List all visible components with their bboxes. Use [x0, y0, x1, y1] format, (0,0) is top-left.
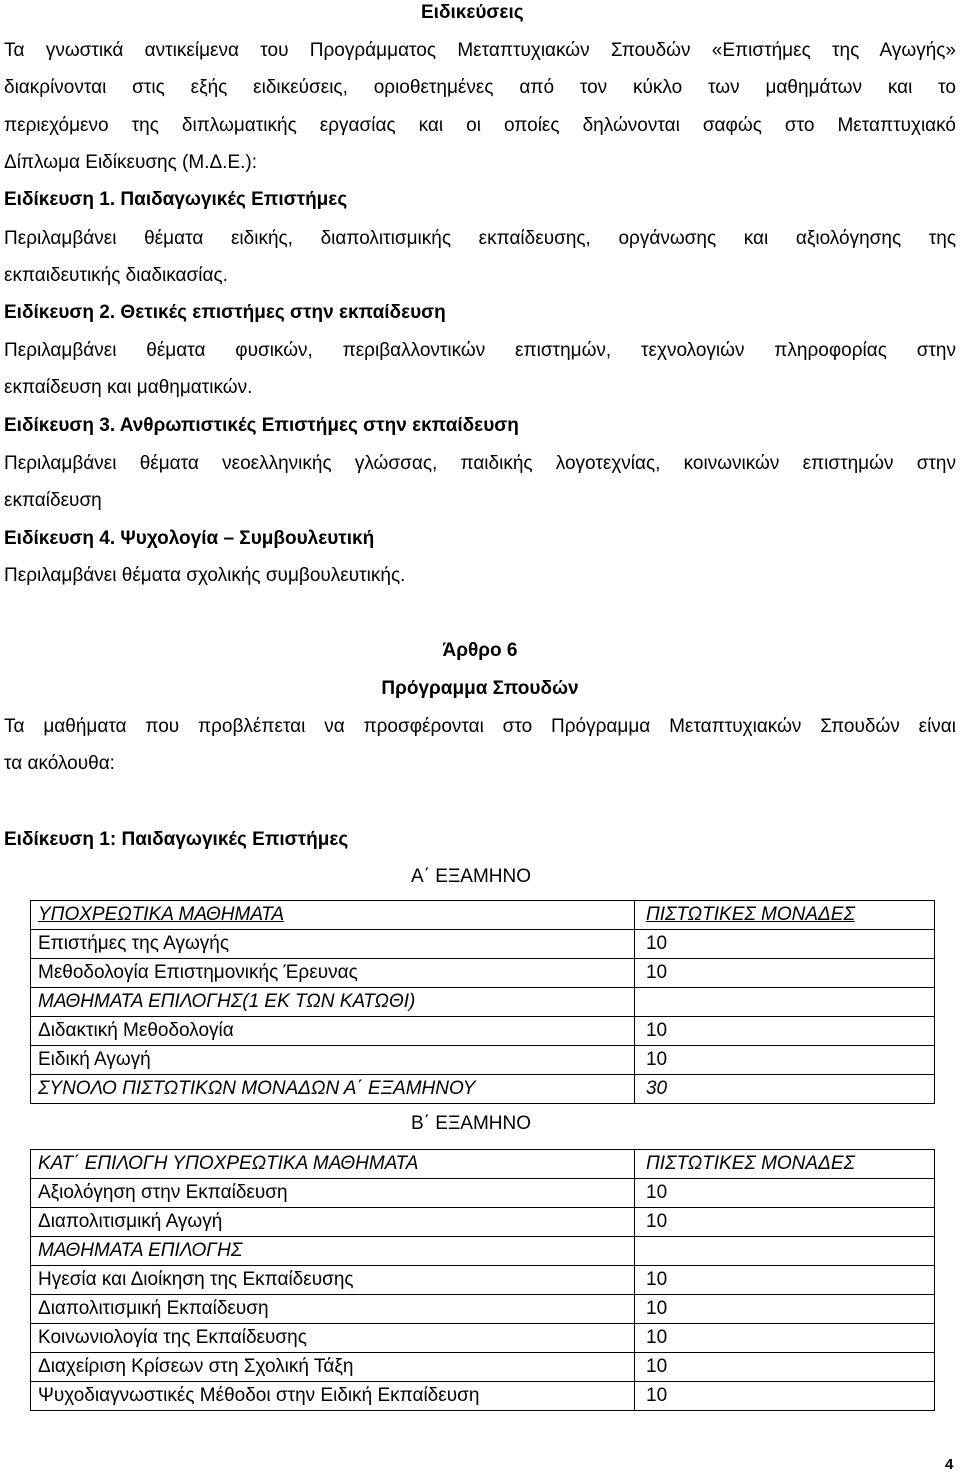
table-row	[31, 1208, 935, 1237]
intro-line-3: περιεχόμενο της διπλωματικής εργασίας και οι οποίες δηλώνονται σαφώς στο Μεταπτυχιακό	[4, 115, 956, 136]
table-cell-credits: 10	[635, 1208, 935, 1237]
table-cell-course: Μεθοδολογία Επιστημονικής Έρευνας	[31, 959, 635, 988]
table-cell-course: Ηγεσία και Διοίκηση της Εκπαίδευσης	[31, 1266, 635, 1295]
table-cell-course: Ψυχοδιαγνωστικές Μέθοδοι στην Ειδική Εκπαίδευση	[31, 1382, 635, 1411]
semester-b-table	[30, 1149, 935, 1411]
article-title: Πρόγραμμα Σπουδών	[381, 678, 579, 699]
table-cell-credits: 10	[635, 1353, 935, 1382]
table-row	[31, 901, 935, 930]
table-cell-credits: ΠΙΣΤΩΤΙΚΕΣ ΜΟΝΑΔΕΣ	[634, 901, 934, 930]
intro-line-1: Τα γνωστικά αντικείμενα του Προγράμματος Μεταπτυχιακών Σπουδών «Επιστήμες της Αγωγής»	[4, 40, 956, 61]
specialization-2-desc-line-2: εκπαίδευση και μαθηματικών.	[4, 377, 253, 398]
program-heading: Ειδίκευση 1: Παιδαγωγικές Επιστήμες	[4, 829, 349, 850]
table-cell-credits: 10	[635, 1324, 935, 1353]
article-number: Άρθρο 6	[442, 640, 518, 661]
specialization-4-desc-line-1: Περιλαμβάνει θέματα σχολικής συμβουλευτικής.	[4, 565, 406, 586]
table-cell-course: Επιστήμες της Αγωγής	[31, 930, 635, 959]
table-row	[31, 959, 935, 988]
specialization-1-heading: Ειδίκευση 1. Παιδαγωγικές Επιστήμες	[4, 189, 348, 210]
table-cell-credits: 30	[634, 1075, 934, 1104]
specialization-2-heading: Ειδίκευση 2. Θετικές επιστήμες στην εκπαίδευση	[4, 302, 446, 323]
table-cell-credits: 10	[634, 930, 934, 959]
article-intro-line-1: Τα μαθήματα που προβλέπεται να προσφέρονται στο Πρόγραμμα Μεταπτυχιακών Σπουδών είναι	[4, 716, 956, 737]
table-cell-credits: 10	[635, 1382, 935, 1411]
table-cell-course: ΣΥΝΟΛΟ ΠΙΣΤΩΤΙΚΩΝ ΜΟΝΑΔΩΝ Α΄ ΕΞΑΜΗΝΟΥ	[31, 1075, 635, 1104]
specialization-3-desc-line-1: Περιλαμβάνει θέματα νεοελληνικής γλώσσας, παιδικής λογοτεχνίας, κοινωνικών επιστημών στην	[4, 453, 956, 474]
table-cell-credits	[635, 1237, 935, 1266]
specialization-3-desc-line-2: εκπαίδευση	[4, 490, 102, 511]
intro-line-4: Δίπλωμα Ειδίκευσης (Μ.Δ.Ε.):	[4, 152, 258, 173]
semester-b-label: Β΄ ΕΞΑΜΗΝΟ	[411, 1113, 532, 1134]
table-cell-credits: 10	[634, 959, 934, 988]
specialization-3-heading: Ειδίκευση 3. Ανθρωπιστικές Επιστήμες στην εκπαίδευση	[4, 415, 519, 436]
table-cell-credits: ΠΙΣΤΩΤΙΚΕΣ ΜΟΝΑΔΕΣ	[635, 1150, 935, 1179]
table-cell-course: ΥΠΟΧΡΕΩΤΙΚΑ ΜΑΘΗΜΑΤΑ	[31, 901, 635, 930]
specialization-2-desc-line-1: Περιλαμβάνει θέματα φυσικών, περιβαλλοντικών επιστημών, τεχνολογιών πληροφορίας στην	[4, 340, 956, 361]
table-cell-course: Διαπολιτισμική Εκπαίδευση	[31, 1295, 635, 1324]
table-row	[31, 1382, 935, 1411]
table-cell-credits: 10	[635, 1266, 935, 1295]
table-cell-course: ΜΑΘΗΜΑΤΑ ΕΠΙΛΟΓΗΣ(1 ΕΚ ΤΩΝ ΚΑΤΩΘΙ)	[31, 988, 635, 1017]
table-row	[31, 1150, 935, 1179]
article-intro-line-2: τα ακόλουθα:	[4, 753, 115, 774]
page-number: 4	[945, 1456, 954, 1473]
table-row	[31, 1353, 935, 1382]
specialization-1-desc-line-1: Περιλαμβάνει θέματα ειδικής, διαπολιτισμικής εκπαίδευσης, οργάνωσης και αξιολόγησης της	[4, 228, 956, 249]
table-row	[31, 988, 935, 1017]
specialization-4-heading: Ειδίκευση 4. Ψυχολογία – Συμβουλευτική	[4, 528, 375, 549]
table-cell-credits: 10	[634, 1017, 934, 1046]
table-row	[31, 1266, 935, 1295]
table-cell-course: Κοινωνιολογία της Εκπαίδευσης	[31, 1324, 635, 1353]
table-row	[31, 1179, 935, 1208]
table-row	[31, 1075, 935, 1104]
table-cell-credits: 10	[635, 1179, 935, 1208]
table-cell-credits: 10	[634, 1046, 934, 1075]
table-cell-course: Διαχείριση Κρίσεων στη Σχολική Τάξη	[31, 1353, 635, 1382]
table-row	[31, 1237, 935, 1266]
semester-a-table	[30, 900, 935, 1104]
intro-line-2: διακρίνονται στις εξής ειδικεύσεις, οριοθετημένες από τον κύκλο των μαθημάτων και το	[4, 77, 956, 98]
semester-a-label: Α΄ ΕΞΑΜΗΝΟ	[411, 866, 532, 887]
table-row	[31, 1324, 935, 1353]
table-cell-credits	[634, 988, 934, 1017]
table-cell-course: ΜΑΘΗΜΑΤΑ ΕΠΙΛΟΓΗΣ	[31, 1237, 635, 1266]
table-row	[31, 930, 935, 959]
table-cell-course: Διαπολιτισμική Αγωγή	[31, 1208, 635, 1237]
table-cell-course: ΚΑΤ΄ ΕΠΙΛΟΓΗ ΥΠΟΧΡΕΩΤΙΚΑ ΜΑΘΗΜΑΤΑ	[31, 1150, 635, 1179]
table-row	[31, 1046, 935, 1075]
table-cell-course: Ειδική Αγωγή	[31, 1046, 635, 1075]
table-cell-course: Διδακτική Μεθοδολογία	[31, 1017, 635, 1046]
section-title: Ειδικεύσεις	[421, 2, 524, 23]
table-cell-credits: 10	[635, 1295, 935, 1324]
table-row	[31, 1295, 935, 1324]
table-cell-course: Αξιολόγηση στην Εκπαίδευση	[31, 1179, 635, 1208]
table-row	[31, 1017, 935, 1046]
specialization-1-desc-line-2: εκπαιδευτικής διαδικασίας.	[4, 265, 228, 286]
